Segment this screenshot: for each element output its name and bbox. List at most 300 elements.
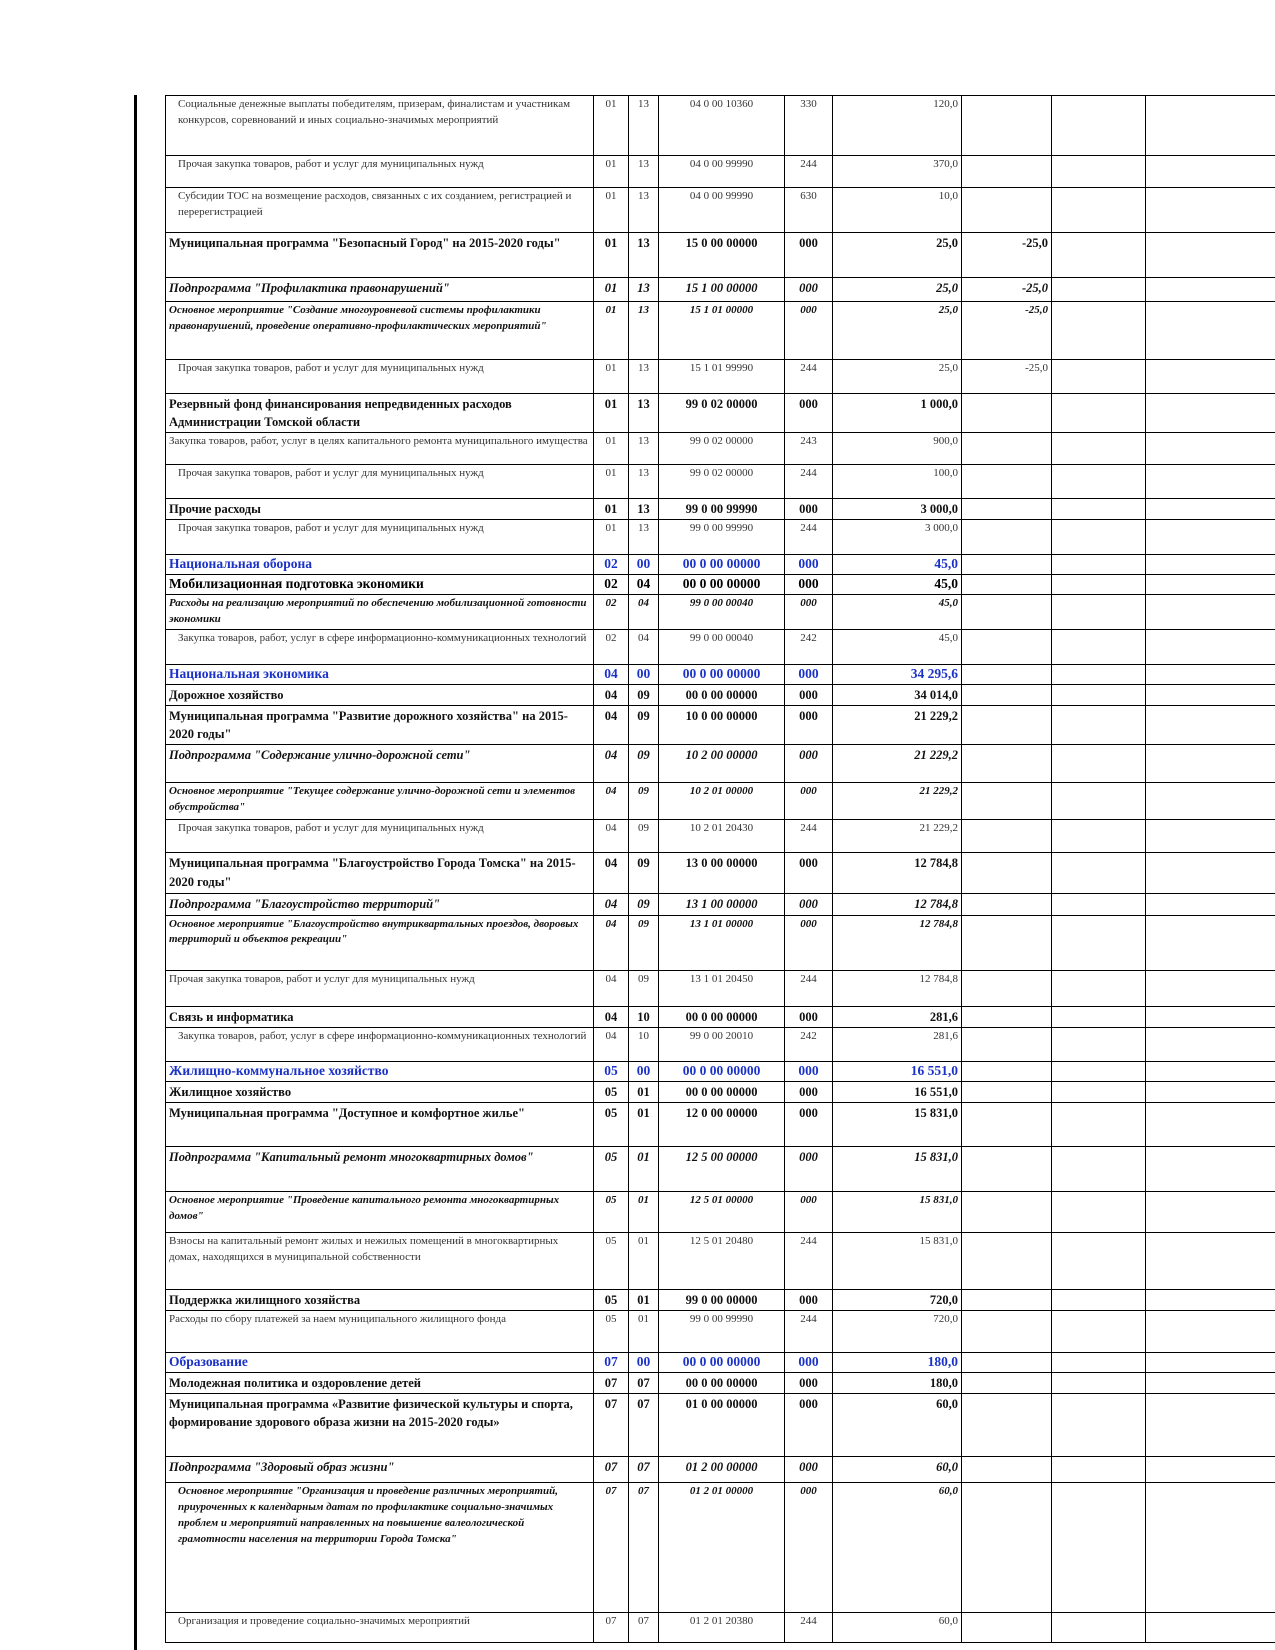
cell-amount: 25,0	[833, 278, 962, 302]
cell-expense-type: 244	[785, 970, 833, 1006]
table-row	[166, 1456, 1275, 1482]
cell-amount: 60,0	[833, 1393, 962, 1456]
cell-change	[962, 1456, 1052, 1482]
cell-amount: 720,0	[833, 1289, 962, 1310]
cell-amount: 1 000,0	[833, 394, 962, 433]
table-row	[166, 278, 1275, 302]
cell-target-article: 99 0 00 20010	[659, 1027, 785, 1061]
cell-target-article: 12 5 01 00000	[659, 1191, 785, 1232]
cell-target-article: 00 0 00 00000	[659, 665, 785, 685]
cell-expense-type: 000	[785, 1352, 833, 1372]
table-row	[166, 1393, 1275, 1456]
cell-amount: 34 295,6	[833, 665, 962, 685]
cell-section-code: 04	[594, 745, 629, 783]
table-row	[166, 394, 1275, 433]
cell-subsection-code: 09	[629, 970, 659, 1006]
table-row	[166, 188, 1275, 233]
cell-subsection-code: 07	[629, 1372, 659, 1393]
cell-amount: 12 784,8	[833, 915, 962, 970]
cell-amount: 180,0	[833, 1372, 962, 1393]
cell-empty	[1146, 1081, 1275, 1102]
cell-target-article: 00 0 00 00000	[659, 1081, 785, 1102]
left-margin-rule	[134, 95, 137, 1650]
cell-empty	[1052, 1027, 1146, 1061]
cell-empty	[1052, 853, 1146, 894]
cell-subsection-code: 13	[629, 96, 659, 156]
cell-subsection-code: 07	[629, 1482, 659, 1612]
cell-empty	[1052, 465, 1146, 499]
table-row	[166, 96, 1275, 156]
cell-empty	[1052, 1146, 1146, 1191]
cell-expense-type: 000	[785, 894, 833, 915]
cell-name: Прочая закупка товаров, работ и услуг для муниципальных нужд	[166, 156, 594, 188]
table-row	[166, 630, 1275, 665]
cell-amount: 281,6	[833, 1027, 962, 1061]
cell-empty	[1052, 1232, 1146, 1289]
cell-name: Прочая закупка товаров, работ и услуг для муниципальных нужд	[166, 465, 594, 499]
cell-amount: 3 000,0	[833, 520, 962, 555]
cell-expense-type: 000	[785, 685, 833, 706]
cell-target-article: 00 0 00 00000	[659, 1372, 785, 1393]
cell-name: Подпрограмма "Содержание улично-дорожной сети"	[166, 745, 594, 783]
table-row	[166, 465, 1275, 499]
cell-subsection-code: 09	[629, 706, 659, 745]
cell-expense-type: 000	[785, 706, 833, 745]
cell-section-code: 04	[594, 915, 629, 970]
cell-subsection-code: 09	[629, 783, 659, 820]
cell-subsection-code: 13	[629, 394, 659, 433]
cell-name: Прочая закупка товаров, работ и услуг для муниципальных нужд	[166, 820, 594, 853]
table-row	[166, 1102, 1275, 1146]
cell-empty	[1146, 970, 1275, 1006]
cell-name: Расходы на реализацию мероприятий по обеспечению мобилизационной готовности экономики	[166, 595, 594, 630]
cell-subsection-code: 00	[629, 1061, 659, 1081]
cell-empty	[1052, 394, 1146, 433]
cell-change	[962, 1310, 1052, 1352]
cell-amount: 100,0	[833, 465, 962, 499]
cell-change	[962, 1289, 1052, 1310]
cell-expense-type: 000	[785, 915, 833, 970]
cell-expense-type: 000	[785, 233, 833, 278]
cell-change	[962, 745, 1052, 783]
cell-name: Закупка товаров, работ, услуг в сфере информационно-коммуникационных технологий	[166, 630, 594, 665]
table-row	[166, 575, 1275, 595]
cell-subsection-code: 07	[629, 1612, 659, 1642]
cell-empty	[1052, 685, 1146, 706]
table-row	[166, 433, 1275, 465]
cell-section-code: 04	[594, 706, 629, 745]
cell-empty	[1052, 188, 1146, 233]
cell-subsection-code: 01	[629, 1310, 659, 1352]
cell-change: -25,0	[962, 278, 1052, 302]
cell-expense-type: 000	[785, 1006, 833, 1027]
cell-target-article: 15 1 01 99990	[659, 360, 785, 394]
cell-empty	[1052, 1289, 1146, 1310]
cell-empty	[1052, 630, 1146, 665]
cell-expense-type: 000	[785, 394, 833, 433]
cell-change	[962, 1081, 1052, 1102]
cell-target-article: 01 2 01 00000	[659, 1482, 785, 1612]
cell-change	[962, 520, 1052, 555]
table-row	[166, 853, 1275, 894]
cell-expense-type: 000	[785, 499, 833, 520]
cell-section-code: 07	[594, 1612, 629, 1642]
cell-subsection-code: 07	[629, 1393, 659, 1456]
cell-change	[962, 1006, 1052, 1027]
cell-change	[962, 1352, 1052, 1372]
cell-expense-type: 000	[785, 1081, 833, 1102]
cell-empty	[1146, 1027, 1275, 1061]
cell-empty	[1146, 915, 1275, 970]
table-row	[166, 1310, 1275, 1352]
cell-name: Молодежная политика и оздоровление детей	[166, 1372, 594, 1393]
cell-empty	[1146, 595, 1275, 630]
cell-empty	[1052, 575, 1146, 595]
cell-empty	[1146, 1372, 1275, 1393]
cell-subsection-code: 09	[629, 853, 659, 894]
cell-name: Расходы по сбору платежей за наем муниципального жилищного фонда	[166, 1310, 594, 1352]
cell-subsection-code: 01	[629, 1146, 659, 1191]
cell-empty	[1146, 745, 1275, 783]
cell-empty	[1146, 1612, 1275, 1642]
cell-expense-type: 000	[785, 1061, 833, 1081]
table-row	[166, 595, 1275, 630]
cell-section-code: 04	[594, 1006, 629, 1027]
cell-target-article: 01 2 00 00000	[659, 1456, 785, 1482]
cell-empty	[1146, 302, 1275, 360]
cell-section-code: 04	[594, 685, 629, 706]
cell-amount: 25,0	[833, 302, 962, 360]
cell-expense-type: 244	[785, 360, 833, 394]
cell-empty	[1146, 894, 1275, 915]
cell-empty	[1146, 1061, 1275, 1081]
cell-expense-type: 242	[785, 630, 833, 665]
cell-section-code: 07	[594, 1352, 629, 1372]
cell-target-article: 15 0 00 00000	[659, 233, 785, 278]
cell-target-article: 04 0 00 99990	[659, 156, 785, 188]
cell-expense-type: 244	[785, 1310, 833, 1352]
cell-expense-type: 244	[785, 1232, 833, 1289]
table-row	[166, 1191, 1275, 1232]
table-row	[166, 1372, 1275, 1393]
cell-name: Закупка товаров, работ, услуг в целях капитального ремонта муниципального имущества	[166, 433, 594, 465]
cell-subsection-code: 10	[629, 1027, 659, 1061]
cell-empty	[1052, 1061, 1146, 1081]
cell-change	[962, 970, 1052, 1006]
cell-amount: 281,6	[833, 1006, 962, 1027]
cell-empty	[1052, 1482, 1146, 1612]
cell-empty	[1052, 665, 1146, 685]
cell-target-article: 99 0 00 99990	[659, 1310, 785, 1352]
cell-empty	[1052, 1006, 1146, 1027]
cell-name: Подпрограмма "Профилактика правонарушений"	[166, 278, 594, 302]
cell-empty	[1146, 630, 1275, 665]
cell-empty	[1052, 1456, 1146, 1482]
cell-empty	[1052, 1081, 1146, 1102]
cell-section-code: 01	[594, 302, 629, 360]
cell-empty	[1146, 1146, 1275, 1191]
cell-empty	[1052, 1191, 1146, 1232]
cell-section-code: 01	[594, 465, 629, 499]
cell-target-article: 99 0 00 00040	[659, 630, 785, 665]
cell-expense-type: 244	[785, 156, 833, 188]
cell-change	[962, 499, 1052, 520]
cell-empty	[1052, 520, 1146, 555]
table-row	[166, 1482, 1275, 1612]
cell-change	[962, 853, 1052, 894]
cell-name: Дорожное хозяйство	[166, 685, 594, 706]
cell-subsection-code: 13	[629, 465, 659, 499]
cell-empty	[1146, 555, 1275, 575]
cell-name: Основное мероприятие "Организация и проведение различных мероприятий, приуроченных к календарным датам по профилактике социально-значимых проблем и мероприятий направленных на повышение валеологической грамотности населения на территории Города Томска"	[166, 1482, 594, 1612]
cell-amount: 45,0	[833, 630, 962, 665]
cell-change	[962, 433, 1052, 465]
cell-change: -25,0	[962, 360, 1052, 394]
cell-section-code: 01	[594, 360, 629, 394]
table-row	[166, 360, 1275, 394]
cell-section-code: 01	[594, 499, 629, 520]
cell-empty	[1146, 520, 1275, 555]
cell-section-code: 07	[594, 1482, 629, 1612]
table-row	[166, 302, 1275, 360]
cell-subsection-code: 01	[629, 1081, 659, 1102]
cell-section-code: 01	[594, 520, 629, 555]
cell-expense-type: 000	[785, 1191, 833, 1232]
cell-amount: 370,0	[833, 156, 962, 188]
cell-subsection-code: 00	[629, 1352, 659, 1372]
cell-section-code: 05	[594, 1191, 629, 1232]
cell-section-code: 05	[594, 1081, 629, 1102]
cell-empty	[1146, 394, 1275, 433]
cell-expense-type: 000	[785, 555, 833, 575]
cell-empty	[1146, 96, 1275, 156]
cell-expense-type: 330	[785, 96, 833, 156]
cell-empty	[1146, 1191, 1275, 1232]
cell-amount: 60,0	[833, 1456, 962, 1482]
cell-name: Муниципальная программа "Развитие дорожного хозяйства" на 2015-2020 годы"	[166, 706, 594, 745]
cell-target-article: 10 2 01 20430	[659, 820, 785, 853]
cell-amount: 16 551,0	[833, 1081, 962, 1102]
cell-subsection-code: 04	[629, 575, 659, 595]
cell-amount: 21 229,2	[833, 783, 962, 820]
cell-change	[962, 1027, 1052, 1061]
cell-subsection-code: 09	[629, 685, 659, 706]
cell-subsection-code: 13	[629, 278, 659, 302]
cell-empty	[1146, 783, 1275, 820]
cell-section-code: 04	[594, 970, 629, 1006]
cell-empty	[1052, 1102, 1146, 1146]
cell-target-article: 15 1 00 00000	[659, 278, 785, 302]
cell-section-code: 02	[594, 575, 629, 595]
cell-name: Социальные денежные выплаты победителям, призерам, финалистам и участникам конкурсов, соревнований и иных социально-значимых мероприятий	[166, 96, 594, 156]
cell-target-article: 99 0 00 00040	[659, 595, 785, 630]
cell-section-code: 02	[594, 595, 629, 630]
cell-section-code: 05	[594, 1310, 629, 1352]
table-row	[166, 783, 1275, 820]
cell-empty	[1052, 915, 1146, 970]
table-row	[166, 1027, 1275, 1061]
cell-empty	[1052, 1372, 1146, 1393]
cell-subsection-code: 13	[629, 302, 659, 360]
cell-subsection-code: 10	[629, 1006, 659, 1027]
cell-empty	[1146, 685, 1275, 706]
cell-empty	[1052, 745, 1146, 783]
cell-amount: 60,0	[833, 1612, 962, 1642]
cell-empty	[1052, 233, 1146, 278]
cell-subsection-code: 01	[629, 1191, 659, 1232]
cell-empty	[1052, 96, 1146, 156]
cell-empty	[1052, 433, 1146, 465]
cell-change	[962, 1061, 1052, 1081]
cell-section-code: 01	[594, 394, 629, 433]
cell-section-code: 04	[594, 853, 629, 894]
cell-subsection-code: 09	[629, 745, 659, 783]
cell-subsection-code: 00	[629, 665, 659, 685]
cell-amount: 180,0	[833, 1352, 962, 1372]
cell-section-code: 04	[594, 894, 629, 915]
cell-target-article: 00 0 00 00000	[659, 685, 785, 706]
cell-expense-type: 000	[785, 665, 833, 685]
cell-target-article: 99 0 00 00000	[659, 1289, 785, 1310]
cell-amount: 12 784,8	[833, 853, 962, 894]
cell-change: -25,0	[962, 302, 1052, 360]
cell-section-code: 01	[594, 156, 629, 188]
cell-amount: 15 831,0	[833, 1191, 962, 1232]
table-row	[166, 1006, 1275, 1027]
cell-change	[962, 1482, 1052, 1612]
cell-section-code: 01	[594, 433, 629, 465]
cell-section-code: 05	[594, 1146, 629, 1191]
cell-section-code: 07	[594, 1456, 629, 1482]
cell-change	[962, 156, 1052, 188]
cell-name: Основное мероприятие "Создание многоуровневой системы профилактики правонарушений, проведение оперативно-профилактических мероприятий"	[166, 302, 594, 360]
cell-amount: 45,0	[833, 575, 962, 595]
cell-target-article: 10 0 00 00000	[659, 706, 785, 745]
cell-amount: 45,0	[833, 555, 962, 575]
cell-amount: 15 831,0	[833, 1146, 962, 1191]
cell-amount: 21 229,2	[833, 820, 962, 853]
cell-empty	[1052, 820, 1146, 853]
cell-empty	[1146, 665, 1275, 685]
cell-expense-type: 000	[785, 1289, 833, 1310]
cell-target-article: 00 0 00 00000	[659, 1061, 785, 1081]
cell-name: Связь и информатика	[166, 1006, 594, 1027]
cell-target-article: 99 0 00 99990	[659, 520, 785, 555]
cell-change	[962, 915, 1052, 970]
cell-subsection-code: 13	[629, 499, 659, 520]
cell-name: Прочая закупка товаров, работ и услуг для муниципальных нужд	[166, 970, 594, 1006]
cell-subsection-code: 13	[629, 188, 659, 233]
cell-change	[962, 1232, 1052, 1289]
cell-empty	[1052, 1393, 1146, 1456]
cell-change	[962, 894, 1052, 915]
table-row	[166, 1352, 1275, 1372]
table-row	[166, 555, 1275, 575]
cell-subsection-code: 09	[629, 915, 659, 970]
cell-expense-type: 000	[785, 302, 833, 360]
cell-section-code: 01	[594, 278, 629, 302]
cell-change	[962, 706, 1052, 745]
cell-name: Субсидии ТОС на возмещение расходов, связанных с их созданием, регистрацией и перерегистрацией	[166, 188, 594, 233]
table-row	[166, 820, 1275, 853]
cell-section-code: 04	[594, 1027, 629, 1061]
cell-target-article: 13 0 00 00000	[659, 853, 785, 894]
cell-change	[962, 1393, 1052, 1456]
cell-name: Мобилизационная подготовка экономики	[166, 575, 594, 595]
cell-name: Взносы на капитальный ремонт жилых и нежилых помещений в многоквартирных домах, находящихся в муниципальной собственности	[166, 1232, 594, 1289]
cell-empty	[1052, 894, 1146, 915]
cell-name: Муниципальная программа «Развитие физической культуры и спорта, формирование здорового образа жизни на 2015-2020 годы»	[166, 1393, 594, 1456]
cell-empty	[1146, 853, 1275, 894]
cell-name: Национальная оборона	[166, 555, 594, 575]
budget-table	[165, 95, 1275, 1643]
cell-name: Муниципальная программа "Доступное и комфортное жилье"	[166, 1102, 594, 1146]
cell-subsection-code: 07	[629, 1456, 659, 1482]
cell-name: Прочая закупка товаров, работ и услуг для муниципальных нужд	[166, 360, 594, 394]
cell-empty	[1052, 783, 1146, 820]
cell-empty	[1146, 1393, 1275, 1456]
cell-amount: 25,0	[833, 360, 962, 394]
cell-change: -25,0	[962, 233, 1052, 278]
cell-name: Подпрограмма "Благоустройство территорий"	[166, 894, 594, 915]
cell-empty	[1146, 1456, 1275, 1482]
cell-name: Национальная экономика	[166, 665, 594, 685]
cell-empty	[1052, 1310, 1146, 1352]
table-row	[166, 1289, 1275, 1310]
cell-amount: 720,0	[833, 1310, 962, 1352]
cell-target-article: 01 2 01 20380	[659, 1612, 785, 1642]
cell-name: Организация и проведение социально-значимых мероприятий	[166, 1612, 594, 1642]
cell-subsection-code: 13	[629, 520, 659, 555]
cell-target-article: 00 0 00 00000	[659, 575, 785, 595]
cell-expense-type: 000	[785, 595, 833, 630]
cell-section-code: 05	[594, 1289, 629, 1310]
cell-target-article: 00 0 00 00000	[659, 555, 785, 575]
cell-name: Основное мероприятие "Проведение капитального ремонта многоквартирных домов"	[166, 1191, 594, 1232]
cell-name: Муниципальная программа "Безопасный Город" на 2015-2020 годы"	[166, 233, 594, 278]
cell-target-article: 00 0 00 00000	[659, 1352, 785, 1372]
table-row	[166, 915, 1275, 970]
cell-empty	[1052, 595, 1146, 630]
table-row	[166, 970, 1275, 1006]
cell-section-code: 04	[594, 820, 629, 853]
cell-target-article: 99 0 02 00000	[659, 433, 785, 465]
cell-empty	[1146, 233, 1275, 278]
cell-target-article: 01 0 00 00000	[659, 1393, 785, 1456]
cell-change	[962, 1146, 1052, 1191]
cell-subsection-code: 13	[629, 433, 659, 465]
table-row	[166, 1612, 1275, 1642]
cell-target-article: 13 1 00 00000	[659, 894, 785, 915]
cell-empty	[1146, 278, 1275, 302]
cell-name: Основное мероприятие "Текущее содержание улично-дорожной сети и элементов обустройства"	[166, 783, 594, 820]
cell-subsection-code: 13	[629, 360, 659, 394]
table-row	[166, 233, 1275, 278]
cell-target-article: 99 0 02 00000	[659, 465, 785, 499]
cell-expense-type: 000	[785, 1102, 833, 1146]
cell-empty	[1052, 360, 1146, 394]
cell-amount: 12 784,8	[833, 894, 962, 915]
cell-amount: 34 014,0	[833, 685, 962, 706]
cell-expense-type: 000	[785, 278, 833, 302]
cell-subsection-code: 01	[629, 1289, 659, 1310]
cell-expense-type: 000	[785, 1482, 833, 1612]
cell-empty	[1146, 706, 1275, 745]
budget-table-body	[166, 96, 1275, 1643]
cell-amount: 10,0	[833, 188, 962, 233]
cell-name: Поддержка жилищного хозяйства	[166, 1289, 594, 1310]
cell-change	[962, 1372, 1052, 1393]
